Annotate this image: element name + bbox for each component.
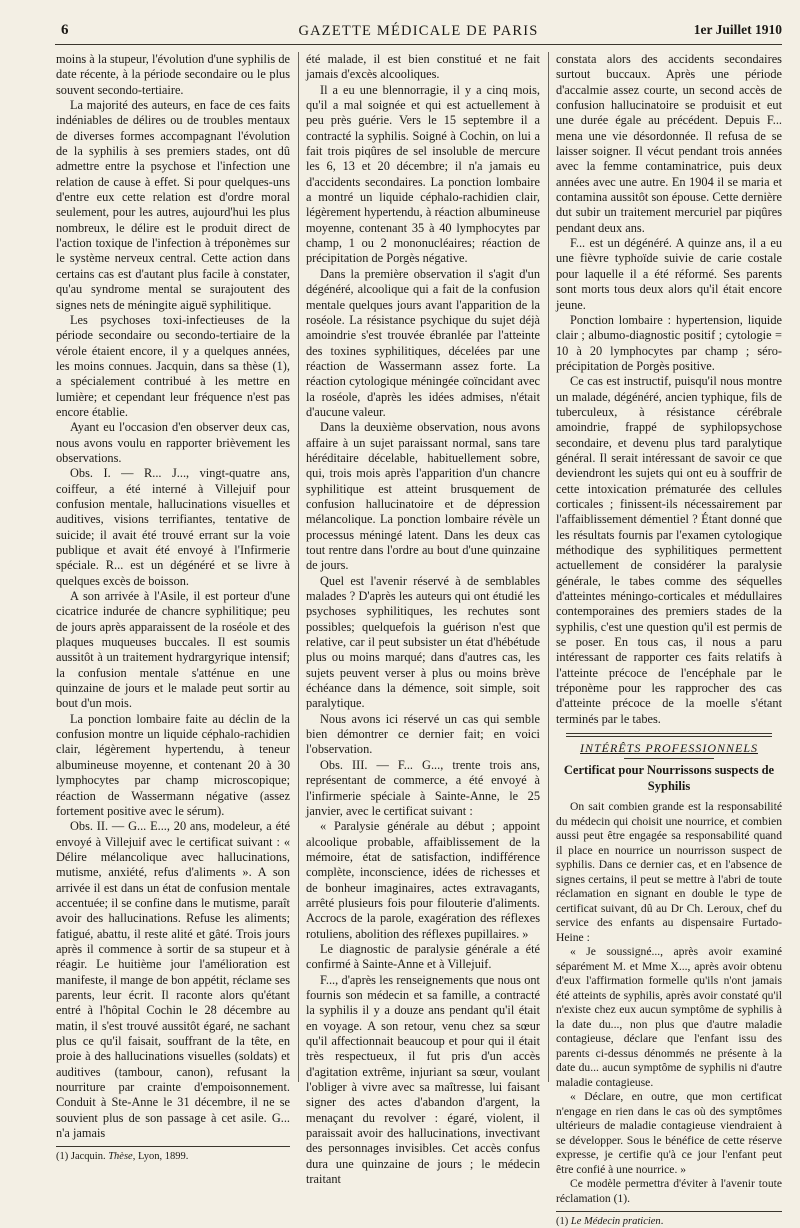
section-heading: INTÉRÊTS PROFESSIONNELS [580, 741, 758, 756]
observation-3: Obs. III. — F... G..., trente trois ans, représentant de commerce, a été envoyé à l'infirmerie spéciale à Sainte-Anne, le 25 janvier, avec le certificat suivant : [306, 757, 540, 818]
column-rule [548, 52, 549, 1082]
paragraph: Dans la deuxième observation, nous avons affaire à un sujet paraissant normal, sans tare héréditaire décelable, habituellement sobre, qui, trois mois après l'apparition d'un chancre syphilitique est atteint brusquement de confusion hallucinatoire et de dépression mélancolique. La ponction lombaire révèle un processus méningé latent. Dans les deux cas tout rentre dans l'ordre au bout d'une quinzaine de jours. [306, 420, 540, 573]
article-body [556, 800, 782, 1206]
paragraph: La majorité des auteurs, en face de ces faits indéniables de délires ou de troubles mentaux de diverses formes accompagnant l'évolution de la syphilis à ses premiers stades, ont dû admettre entre la psychose et l'infection une relation de cause à effet. Si pour quelques-uns d'entre eux cette relation est d'ordre moral seulement, pour les autres, aujourd'hui les plus nombreux, le délire est le produit direct de l'action toxique de l'infection à tréponèmes sur le système nerveux central. Cette action dans certains cas est d'autant plus facile à constater, qu'au syndrome mental se surajoutent des signes nets de méningite aiguë syphilitique. [56, 98, 290, 312]
journal-title: GAZETTE MÉDICALE DE PARIS [298, 23, 539, 39]
observation-1: Obs. I. — R... J..., vingt-quatre ans, coiffeur, a été interné à Villejuif pour confusion mentale, hallucinations visuelles et auditives, visions terrifiantes, tentative de suicide; il avait été trouvé errant sur la voie publique et avait été envoyé à l'Infirmerie spéciale. R... est un dégénéré et se livre à quelques excès de boisson. [56, 466, 290, 588]
paragraph: été malade, il est bien constitué et ne fait jamais d'excès alcooliques. [306, 52, 540, 82]
paragraph: Il a eu une blennorragie, il y a cinq mois, qu'il a mal soignée et qui est actuellement à peu près guérie. Vers le 15 septembre il a contracté la syphilis. Soigné à Cochin, on lui a fait trois piqûres de sel insoluble de mercure les 6, 13 et 20 décembre; il n'a jamais eu d'accidents secondaires. La ponction lombaire a montré un liquide céphalo-rachidien clair, légèrement hypertendu, à réaction albumineuse moyenne, contenant 35 à 40 lymphocytes par champ, 1 ou 2 mononucléaires; réaction de précipitation de Porgès négative. [306, 82, 540, 266]
paragraph: constata alors des accidents secondaires surtout buccaux. Après une période d'accalmie assez courte, un second accès de confusion hallucinatoire se produisit et eut une durée égale au précédent. Depuis F... mena une vie désordonnée. Il refusa de se laisser soigner. Il vécut pendant trois années avec la femme contaminatrice, puis deux années avec une autre. En 1904 il se maria et contamina aussitôt son épouse. Cette dernière dut subir un traitement mercuriel par piqûres pendant deux ans. [556, 52, 782, 235]
footnote [56, 1146, 290, 1163]
observation-2: Obs. II. — G... E..., 20 ans, modeleur, a été envoyé à Villejuif avec le certificat suivant : « Délire mélancolique avec hallucinations, mutisme, anxiété, refus d'aliments ». A son arrivée il est dans un état de confusion mentale accentuée; il se confine dans le mutisme, paraît avoir des hallucinations. Refuse les aliments; fatigué, abattu, il reste alité et gâté. Trois jours après il commence à sortir de sa stupeur et à réagir. Le huitième jour l'amélioration est manifeste, il mange de bon appétit, réclame ses parents, leur écrit. Il raconte alors qu'étant entré à l'hôpital Cochin le 28 décembre au matin, il s'est trouvé aussitôt égaré, ne sachant plus ce qu'il faisait, souffrant de la tête, en proie à des hallucinations visuelles (soldats) et auditives (tambour, canon), refusant la nourriture par crainte d'empoisonnement. Conduit à Ste-Anne le 31 décembre, il ne se souvient plus de son passage à cet asile. G... n'a jamais [56, 819, 290, 1141]
footnote-mark: (1) [556, 1216, 569, 1228]
paragraph: Ayant eu l'occasion d'en observer deux cas, nous avons voulu en rapporter brièvement les observations. [56, 420, 290, 465]
column-3 [556, 52, 782, 1228]
paragraph: A son arrivée à l'Asile, il est porteur d'une cicatrice indurée de chancre syphilitique; peu de jours après apparaissent de la roséole et des plaques muqueuses buccales. Il est soumis aussitôt à un traitement hydrargyrique intensif; la confusion mentale s'atténue en une quinzaine de jours et le malade peut sortir au bout d'un mois. [56, 589, 290, 711]
paragraph: Le diagnostic de paralysie générale a été confirmé à Sainte-Anne et à Villejuif. [306, 941, 540, 972]
page-number: 6 [61, 22, 69, 38]
paragraph: Ce cas est instructif, puisqu'il nous montre un malade, dégénéré, ancien typhique, fils de tuberculeux, à résistance cérébrale amoindrie, frappé de syphilopsychose secondaire, et devenu plus tard paralytique général. Il serait intéressant de savoir ce que deviendront les sujets qui ont eu à souffrir de cette intoxication prématurée des cellules corticales ; finissent-ils nécessairement par l'affaiblissement démentiel ? Étant donné que les résultats fournis par l'examen cytologique méthodique des syphilitiques permettent actuellement de considérer la paralysie générale, le tabes comme des séquelles d'atteintes méningo-corticales et médullaires contemporaines des premiers stades de la syphilis, c'est une question qu'il est permis de se poser. En tous cas, il nous a paru intéressant de rapporter ces faits relatifs à l'atteinte précoce de l'encéphale par le tréponème pour les rapprocher des cas d'atteinte précoce de la moelle s'étant terminés par le tabes. [556, 374, 782, 726]
page-header [55, 22, 782, 45]
paragraph: Les psychoses toxi-infectieuses de la période secondaire ou secondo-tertiaire de la vérole étaient encore, il y a quelques années, les moins connues. Jacquin, dans sa thèse (1), a spécialement contribué à les mettre en lumière; et cependant leur fréquence n'est pas encore établie. [56, 312, 290, 419]
paragraph: On sait combien grande est la responsabilité du médecin qui choisit une nourrice, et combien aussi peut être engagée sa responsabilité quand il place en nourrice un nourrisson suspect de syphilis. Dans ce dernier cas, et en l'absence de signes certains, il peut se mettre à l'abri de toute réclamation en signant en double le type de certificat suivant, dû au Dr Ch. Leroux, chef du service des enfants au dispensaire Furtado-Heine : [556, 800, 782, 944]
footnote-mark: (1) Jacquin. [56, 1151, 106, 1163]
column-1 [56, 52, 290, 1163]
certificate-quote: « Paralysie générale au début ; appoint alcoolique probable, affaiblissement de la mémoire, état de satisfaction, indifférence complète, inconscience, idées de richesses et de bonheur imaginaires, actes extravagants, arrêté plusieurs fois pour filouterie d'aliments. Accrocs de la parole, exagération des réflexes rotuliens, abolition des réflexes pupillaires. » [306, 819, 540, 941]
certificate-text: « Je soussigné..., après avoir examiné séparément M. et Mme X..., après avoir obtenu d'eux l'affirmation formelle qu'ils n'ont jamais été atteints de syphilis, après avoir constaté qu'il n'existe chez eux aucun symptôme de syphilis à la date du..., non plus que d'autre maladie contagieuse, déclare que l'enfant issu des parents ci-dessus dénommés ne présente à la date du... aucun symptôme de syphilis ni d'autre maladie contagieuse. [556, 945, 782, 1089]
paragraph: F... est un dégénéré. A quinze ans, il a eu une fièvre typhoïde suivie de carie costale pour laquelle il a été réformé. Ses parents sont morts tous deux alors qu'il était encore jeune. [556, 236, 782, 312]
column-2 [306, 52, 540, 1187]
footnote-work: Le Médecin praticien [570, 1216, 661, 1228]
footnote [556, 1211, 782, 1228]
paragraph: Dans la première observation il s'agit d'un dégénéré, alcoolique qui a fait de la confusion mentale quelques jours avant l'apparition de la roséole. La résistance psychique du sujet déjà amoindrie s'est trouvée ébranlée par l'atteinte des toxines syphilitiques, décelées par une réaction de Wassermann assez forte. La réaction cytologique méningée coïncidant avec la roséole, d'après les idées admises, n'était d'aucune valeur. [306, 266, 540, 419]
section-divider [566, 733, 772, 737]
issue-date: 1er Juillet 1910 [693, 22, 782, 37]
paragraph: Ponction lombaire : hypertension, liquide clair ; albumo-diagnostic positif ; cytologie = 10 à 20 lymphocytes par champ ; séro-précipitation de Porgès positive. [556, 312, 782, 373]
paragraph: Ce modèle permettra d'éviter à l'avenir toute réclamation (1). [556, 1177, 782, 1205]
paragraph: Nous avons ici réservé un cas qui semble bien démontrer ce dernier fait; en voici l'observation. [306, 711, 540, 757]
paragraph: F..., d'après les renseignements que nous ont fournis son médecin et sa famille, a contracté la syphilis il y a douze ans pendant qu'il était en voyage. A son retour, venu chez sa sœur qu'il affectionnait beaucoup et pour qui il était très respectueux, il fut pris d'un accès d'agitation extrême, injuriant sa sœur, voulant l'obliger à vivre avec sa maîtresse, lui faisant signer des actes d'abandon d'argent, la menaçant du revolver : égaré, violent, il paraissait avoir des hallucinations, invectivant des personnages invisibles. Cet accès confus dura une quinzaine de jours ; le médecin traitant [306, 972, 540, 1187]
paragraph: Quel est l'avenir réservé à de semblables malades ? D'après les auteurs qui ont étudié les psychoses syphilitiques, les rechutes sont possibles; quelquefois la guérison n'est que relative, car il peut subsister un état d'hébétude plus ou moins marqué; dans d'autres cas, les sujets peuvent verser à plus ou moins brève échéance dans la démence, soit simple, soit paralytique. [306, 573, 540, 711]
paragraph: La ponction lombaire faite au déclin de la confusion montre un liquide céphalo-rachidien clair, légèrement hypertendu, à teneur albumineuse moyenne, et contenant 20 à 30 lymphocytes par champ microscopique; réaction de Wassermann négative (assez fortement positive avec le sérum). [56, 711, 290, 818]
certificate-text: « Déclare, en outre, que mon certificat n'engage en rien dans le cas où des symptômes ultérieurs de maladie contagieuse viendraient à se développer. Sous le bénéfice de cette réserve expresse, je certifie qu'à ce jour l'enfant peut être confié à une nourrice. » [556, 1090, 782, 1176]
footnote-work: Thèse [108, 1151, 133, 1163]
column-rule [298, 52, 299, 1082]
heading-rule [624, 758, 714, 759]
article-title: Certificat pour Nourrissons suspects de Syphilis [563, 763, 775, 793]
footnote-rest: . [660, 1216, 664, 1228]
paragraph: moins à la stupeur, l'évolution d'une syphilis de date récente, à la période secondaire ou le plus souvent secondo-tertiaire. [56, 52, 290, 97]
footnote-rest: , Lyon, 1899. [132, 1151, 189, 1163]
